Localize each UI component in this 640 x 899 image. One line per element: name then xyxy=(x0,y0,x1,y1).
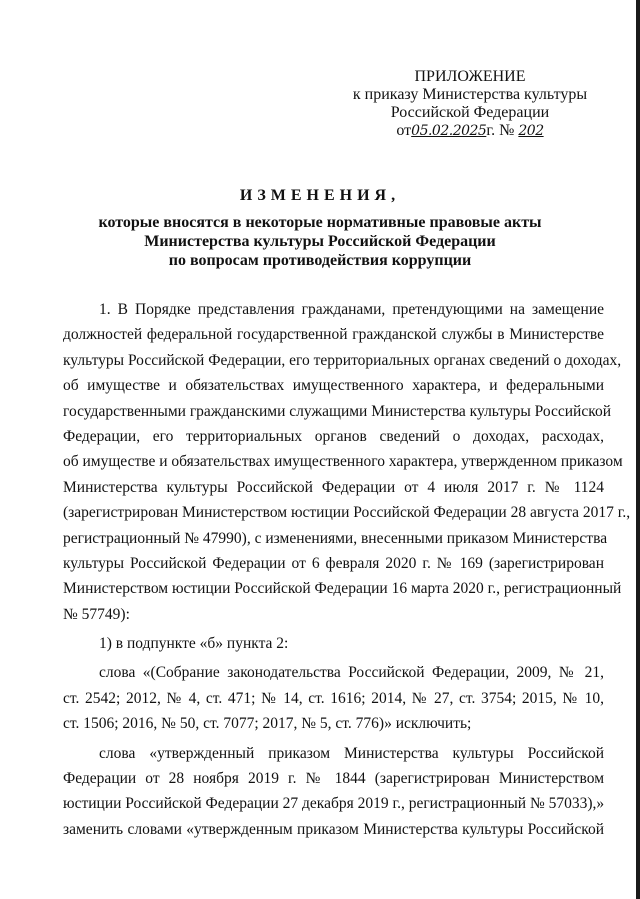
subtitle-line: Министерства культуры Российской Федерации xyxy=(144,233,496,250)
appendix-date-line xyxy=(320,122,620,140)
text-line: государственными гражданскими служащими Министерства культуры Российской xyxy=(63,402,612,420)
paragraph xyxy=(63,660,604,736)
text-line: Министерства культуры Российской Федерации от 4 июля 2017 г. № 1124 xyxy=(63,478,604,496)
handwritten-number: 202 xyxy=(518,123,544,139)
document-body xyxy=(63,297,631,842)
document-subtitle xyxy=(40,213,600,270)
text-line: культуры Российской Федерации от 6 февраля 2020 г. № 169 (зарегистрирован xyxy=(63,554,604,572)
date-prefix: от xyxy=(396,122,412,139)
handwritten-date: 05.02.2025 xyxy=(411,123,487,139)
text-line: ст. 1506; 2016, № 50, ст. 7077; 2017, № 5, ст. 776)» исключить; xyxy=(63,715,472,733)
text-line: регистрационный № 47990), с изменениями, внесенными приказом Министерства xyxy=(63,529,608,547)
subtitle-line: которые вносятся в некоторые нормативные правовые акты xyxy=(98,214,542,231)
date-suffix: г. № xyxy=(486,122,515,139)
text-line: Федерации от 28 ноября 2019 г. № 1844 (зарегистрирован Министерством xyxy=(63,770,604,788)
document-title: ИЗМЕНЕНИЯ, xyxy=(239,187,401,204)
paragraph xyxy=(63,741,604,843)
paragraph xyxy=(63,631,604,656)
subtitle-line: по вопросам противодействия коррупции xyxy=(168,252,472,269)
appendix-federation-line: Российской Федерации xyxy=(390,104,550,121)
text-line: 1. В Порядке представления гражданами, претендующими на замещение xyxy=(99,301,604,318)
text-line: заменить словами «утвержденным приказом Министерства культуры Российской xyxy=(63,820,604,838)
text-line: культуры Российской Федерации, его территориальных органах сведений о доходах, xyxy=(63,351,622,369)
text-line: об имуществе и обязательствах имущественного характера, утвержденном приказом xyxy=(63,453,623,471)
text-line: слова «утвержденный приказом Министерства культуры Российской xyxy=(99,744,604,762)
appendix-title: ПРИЛОЖЕНИЕ xyxy=(414,68,526,85)
scan-edge xyxy=(636,0,640,899)
paragraph xyxy=(63,297,631,627)
text-line: (зарегистрирован Министерством юстиции Российской Федерации 28 августа 2017 г., xyxy=(63,504,631,522)
text-line: юстиции Российской Федерации 27 декабря 2019 г., регистрационный № 57033),» xyxy=(63,795,605,813)
text-line: ст. 2542; 2012, № 4, ст. 471; № 14, ст. 1616; 2014, № 27, ст. 3754; 2015, № 10, xyxy=(63,689,604,707)
text-line: должностей федеральной государственной гражданской службы в Министерстве xyxy=(63,326,604,344)
text-line: слова «(Собрание законодательства Российской Федерации, 2009, № 21, xyxy=(99,664,604,682)
appendix-order-line: к приказу Министерства культуры xyxy=(352,86,588,103)
text-line: Федерации, его территориальных органов сведений о доходах, расходах, xyxy=(63,427,604,445)
text-line: об имуществе и обязательствах имущественного характера, и федеральными xyxy=(63,377,604,395)
appendix-block xyxy=(320,68,620,140)
text-line: № 57749): xyxy=(63,605,130,623)
text-line: 1) в подпункте «б» пункта 2: xyxy=(99,635,289,653)
text-line: Министерством юстиции Российской Федерации 16 марта 2020 г., регистрационный xyxy=(63,580,622,598)
